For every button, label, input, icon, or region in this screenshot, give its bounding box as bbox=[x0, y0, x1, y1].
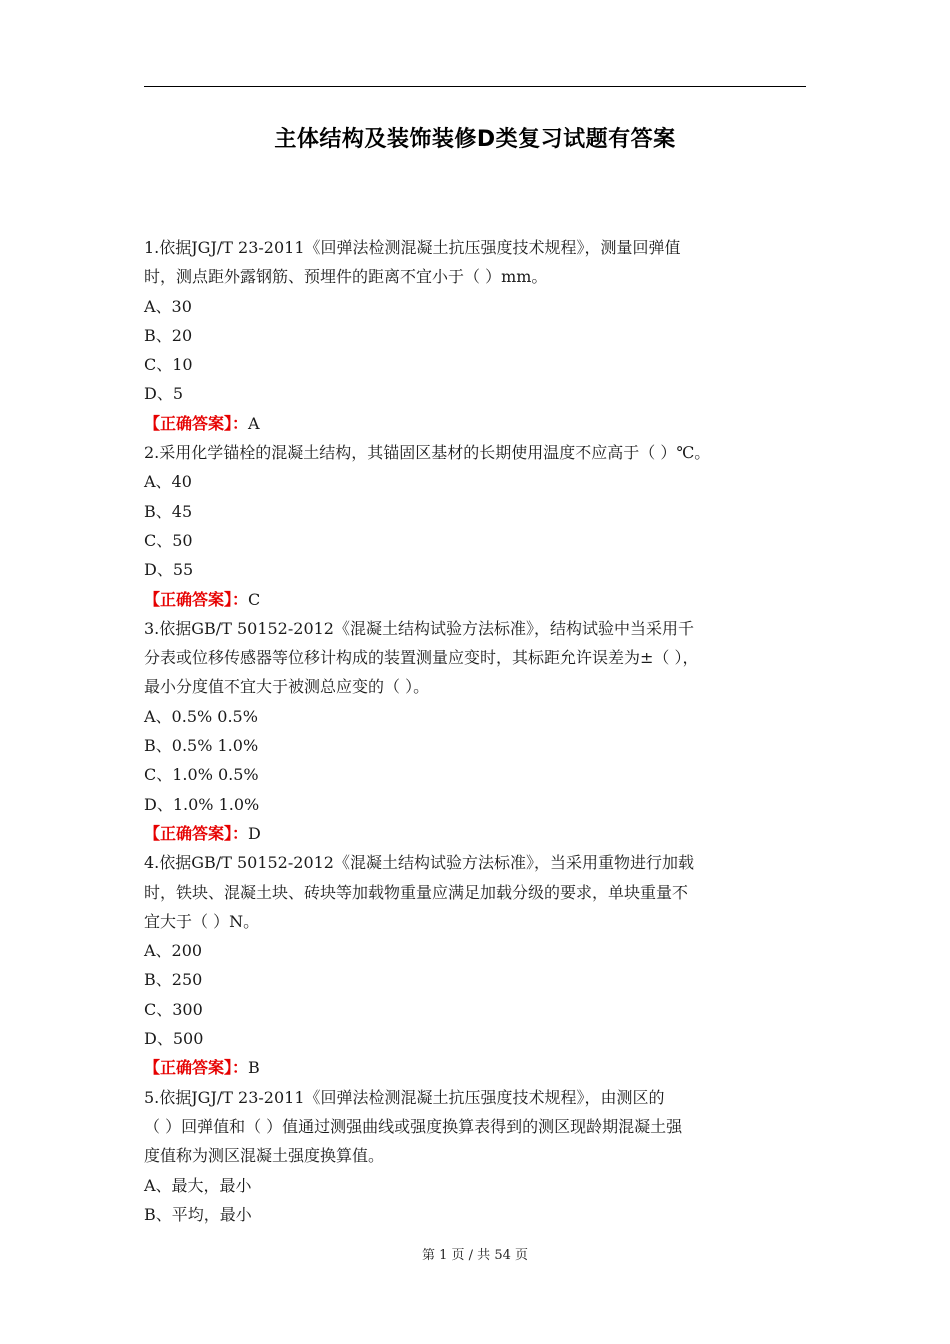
option-c: C、10 bbox=[144, 355, 193, 375]
option-a: A、40 bbox=[144, 472, 192, 492]
question-item bbox=[144, 1083, 812, 1229]
answer-label: 【正确答案】： bbox=[144, 823, 249, 843]
question-item bbox=[144, 233, 812, 438]
answer-value: D bbox=[248, 823, 261, 843]
question-text: 4.依据GB/T 50152-2012《混凝土结构试验方法标准》，当采用重物进行加载 时，铁块、混凝土块、砖块等加载物重量应满足加载分级的要求，单块重量不 宜大于（ ）N。 bbox=[144, 853, 694, 931]
option-d: D、55 bbox=[144, 560, 194, 580]
answer-value: B bbox=[248, 1058, 260, 1078]
answer-line bbox=[144, 1053, 812, 1082]
option-d: D、5 bbox=[144, 384, 184, 404]
answer-line bbox=[144, 409, 812, 438]
option-a: A、30 bbox=[144, 296, 192, 316]
option-a: A、0.5% 0.5% bbox=[144, 706, 258, 726]
question-text: 2.采用化学锚栓的混凝土结构，其锚固区基材的长期使用温度不应高于（ ）℃。 bbox=[144, 443, 711, 463]
answer-value: C bbox=[248, 589, 261, 609]
option-b: B、20 bbox=[144, 325, 193, 345]
question-text: 1.依据JGJ/T 23-2011《回弹法检测混凝土抗压强度技术规程》，测量回弹值 时，测点距外露钢筋、预埋件的距离不宜小于（ ）mm。 bbox=[144, 238, 681, 287]
option-c: C、1.0% 0.5% bbox=[144, 765, 259, 785]
option-d: D、1.0% 1.0% bbox=[144, 794, 260, 814]
option-a: A、最大，最小 bbox=[144, 1175, 252, 1195]
option-a: A、200 bbox=[144, 941, 203, 961]
option-c: C、300 bbox=[144, 999, 203, 1019]
page-number: 第 1 页 / 共 54 页 bbox=[422, 1248, 528, 1263]
answer-line bbox=[144, 585, 812, 614]
option-b: B、45 bbox=[144, 501, 193, 521]
option-c: C、50 bbox=[144, 530, 193, 550]
answer-line bbox=[144, 819, 812, 848]
answer-label: 【正确答案】： bbox=[144, 1058, 249, 1078]
option-b: B、250 bbox=[144, 970, 203, 990]
question-list bbox=[144, 233, 812, 1229]
document-title: 主体结构及装饰装修D类复习试题有答案 bbox=[274, 127, 676, 152]
option-d: D、500 bbox=[144, 1029, 204, 1049]
question-item bbox=[144, 614, 812, 848]
question-text: 3.依据GB/T 50152-2012《混凝土结构试验方法标准》，结构试验中当采用千 分表或位移传感器等位移计构成的装置测量应变时，其标距允许误差为±（ ）， 最小分度值不宜大于被测总应变的（ ）。 bbox=[144, 618, 699, 697]
option-b: B、平均，最小 bbox=[144, 1204, 252, 1224]
question-item bbox=[144, 848, 812, 1082]
question-text: 5.依据JGJ/T 23-2011《回弹法检测混凝土抗压强度技术规程》，由测区的 （ ）回弹值和（ ）值通过测强曲线或强度换算表得到的测区现龄期混凝土强 度值称为测区混凝土强度换算值。 bbox=[144, 1087, 683, 1166]
header-rule bbox=[144, 86, 806, 87]
answer-label: 【正确答案】： bbox=[144, 589, 249, 609]
answer-value: A bbox=[248, 413, 260, 433]
answer-label: 【正确答案】： bbox=[144, 413, 249, 433]
question-item bbox=[144, 438, 812, 614]
option-b: B、0.5% 1.0% bbox=[144, 736, 259, 756]
